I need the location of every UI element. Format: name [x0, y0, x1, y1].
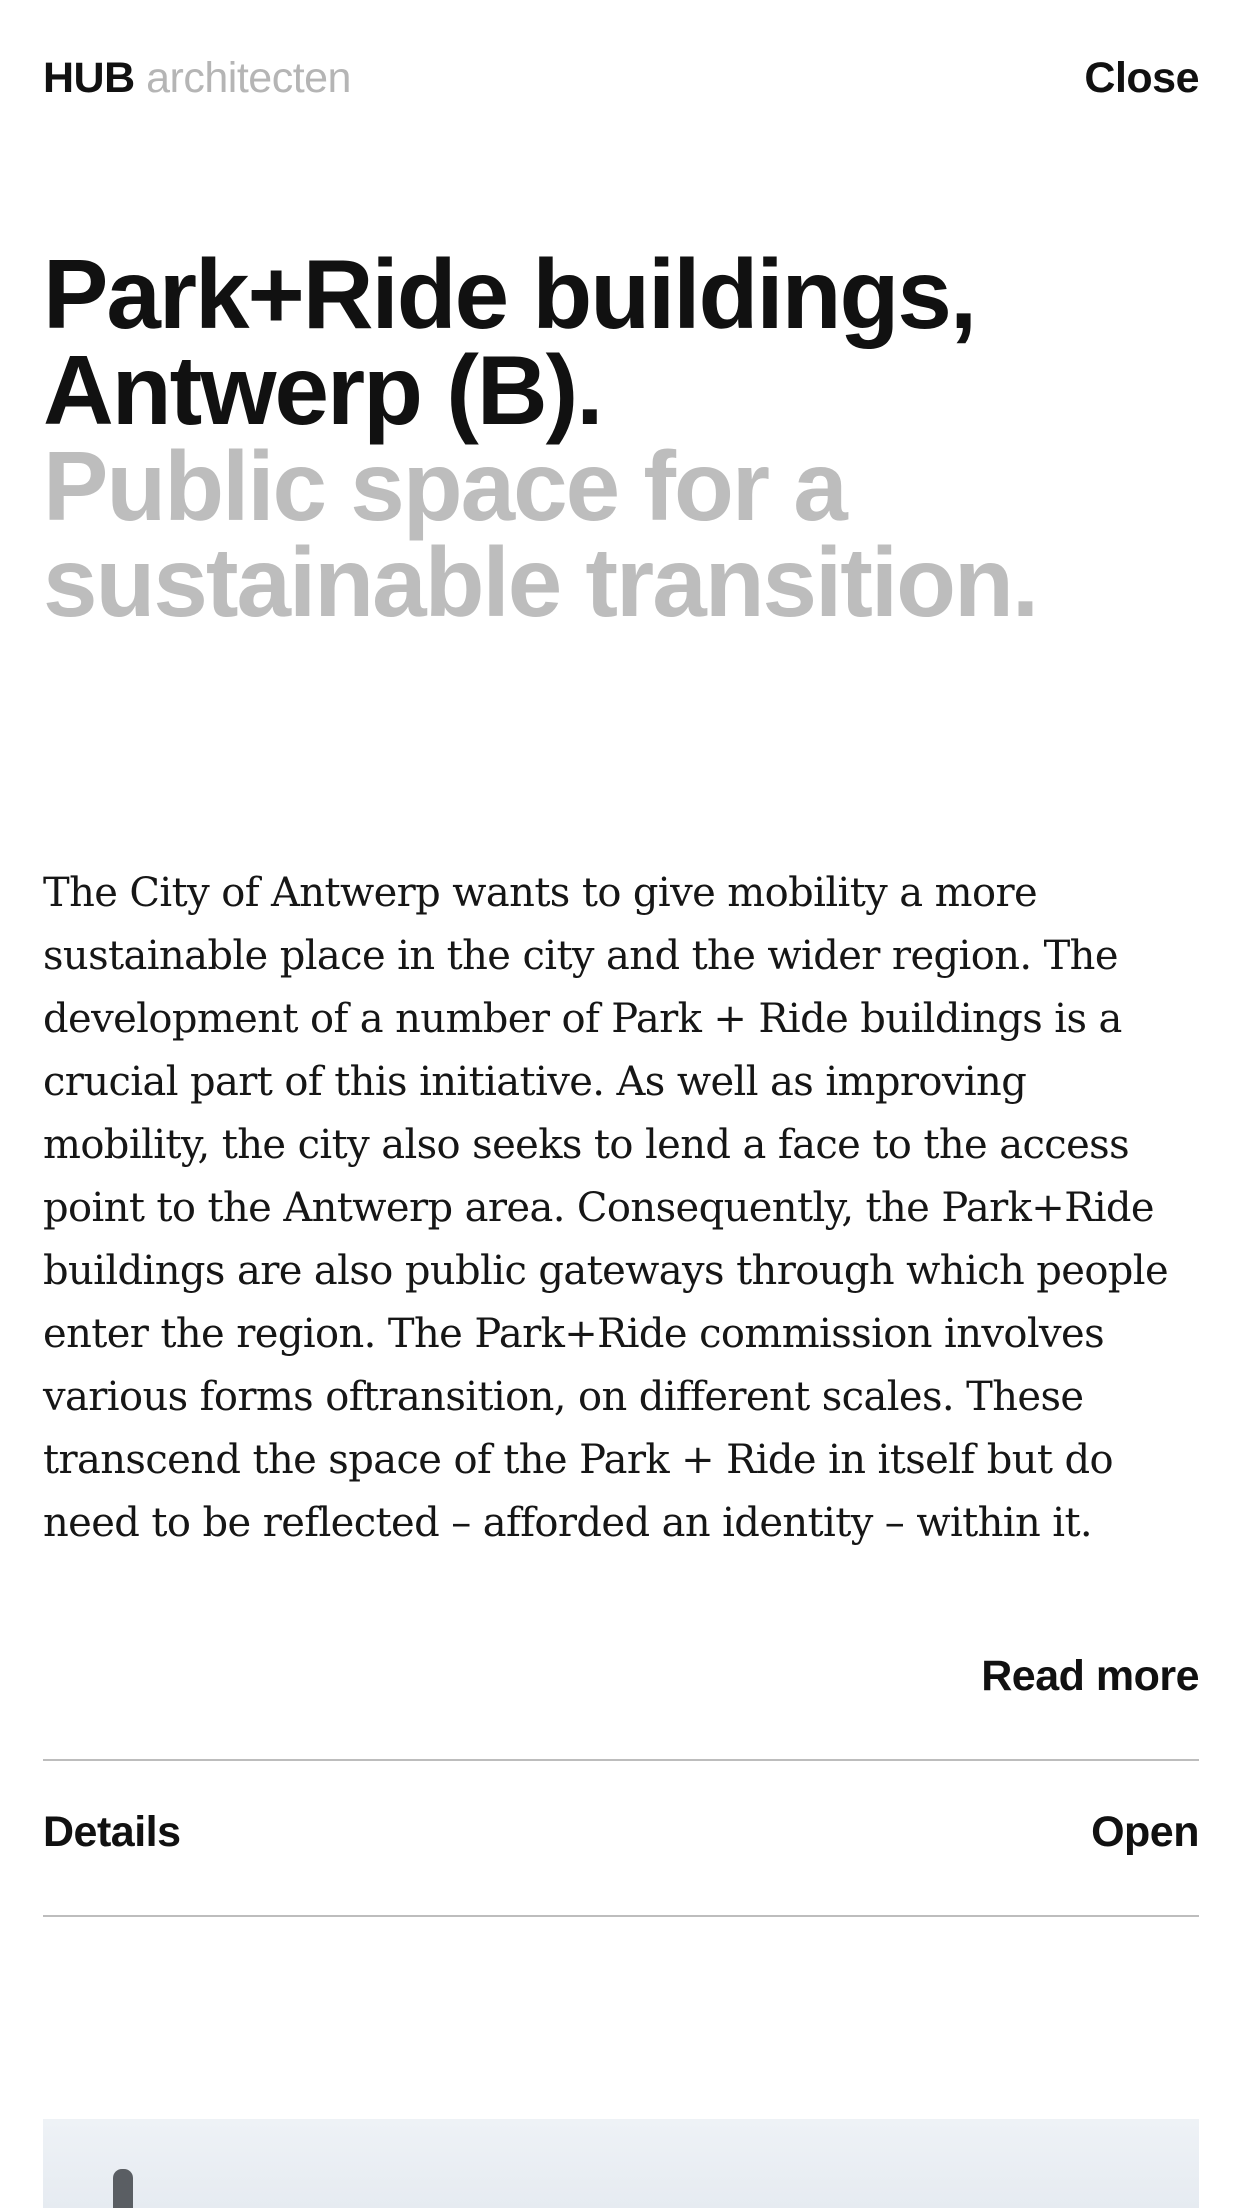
logo-brand: HUB: [43, 53, 135, 102]
divider: [43, 1915, 1199, 1917]
logo-subtitle: architecten: [146, 53, 351, 102]
lamp-post-image-detail: [113, 2169, 133, 2208]
project-title: [43, 239, 1182, 637]
logo[interactable]: [43, 53, 351, 102]
project-title-line-1: Park+Ride buildings,: [43, 239, 976, 349]
project-subtitle-line-2: sustainable transition.: [43, 527, 1038, 637]
read-more-button[interactable]: Read more: [981, 1652, 1199, 1700]
project-title-line-2: Antwerp (B).: [43, 335, 602, 445]
divider: [43, 1759, 1199, 1761]
project-photo: [43, 2119, 1199, 2208]
project-subtitle-line-1: Public space for a: [43, 431, 846, 541]
site-header: [43, 48, 1199, 108]
project-description: The City of Antwerp wants to give mobility a more sustainable place in the city and the wider region. The development of a number of Park + Ride buildings is a crucial part of this initiative. As well as improving mobility, the city also seeks to lend a face to the access point to the Antwerp area. Consequently, the Park+Ride buildings are also public gateways through which people enter the region. The Park+Ride commission involves various forms oftransition, on different scales. These transcend the space of the Park + Ride in itself but do need to be reflected – afforded an identity – within it.: [43, 870, 1169, 1546]
details-label: Details: [43, 1808, 181, 1856]
close-button[interactable]: Close: [1084, 53, 1199, 102]
details-open-button[interactable]: Open: [1091, 1808, 1199, 1856]
details-toggle-row[interactable]: [43, 1808, 1199, 1857]
